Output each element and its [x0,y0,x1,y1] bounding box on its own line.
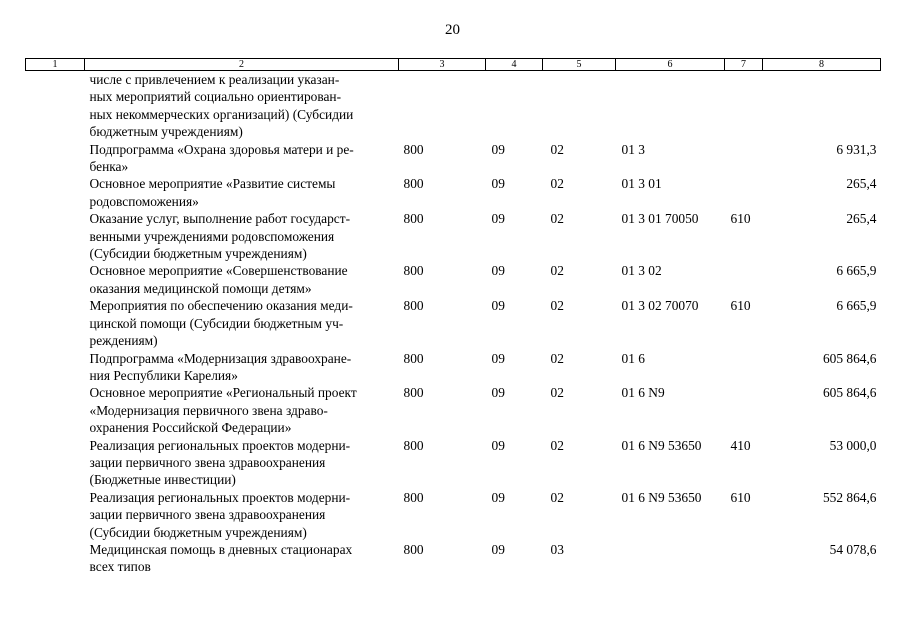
cell-expense-type [725,175,763,210]
cell-target-article [616,71,725,141]
cell-amount: 552 864,6 [822,489,877,505]
table-body [26,71,881,576]
cell-name: Медицинская помощь в дневных стационарах всех типов [89,541,353,575]
table-row [26,297,881,349]
cell-name: Подпрограмма «Модернизация здравоохране- ния Республики Карелия» [89,350,352,383]
cell-subsection: 02 [550,263,564,279]
table-row [26,175,881,210]
cell-ministry: 800 [403,489,424,505]
budget-table [25,58,881,576]
cell-amount: 605 864,6 [822,385,877,401]
cell-target-article: 01 3 02 70070 [621,298,699,314]
cell-target-article: 01 3 02 [621,263,662,279]
table-row [26,262,881,297]
cell-name: числе с привлечением к реализации указан- ных мероприятий социально ориентирован- ных некоммерческих организаций) (Субсидии бюджетным учреждениям) [89,72,354,140]
table-row [26,437,881,489]
cell-expense-type: 610 [730,298,751,314]
cell-target-article: 01 3 01 70050 [621,211,699,227]
cell-amount: 605 864,6 [822,350,877,366]
cell-ministry: 800 [403,385,424,401]
cell-ministry [399,71,486,141]
cell-amount: 6 931,3 [836,141,877,157]
table-row [26,541,881,576]
cell-section: 09 [491,350,505,366]
cell-index [26,210,85,262]
cell-expense-type: 410 [730,437,751,453]
cell-ministry: 800 [403,298,424,314]
cell-expense-type [725,141,763,176]
cell-section: 09 [491,141,505,157]
cell-target-article [616,541,725,576]
column-header-row [26,59,881,71]
cell-amount: 53 000,0 [829,437,877,453]
cell-index [26,71,85,141]
column-header: 1 [26,59,85,71]
column-header: 3 [399,59,486,71]
cell-name: Основное мероприятие «Региональный проект «Модернизация первичного звена здраво- охранения Российской Федерации» [89,385,357,436]
cell-section: 09 [491,489,505,505]
cell-amount: 6 665,9 [836,298,877,314]
column-header: 8 [763,59,881,71]
cell-ministry: 800 [403,350,424,366]
table-row [26,350,881,385]
cell-section: 09 [491,176,505,192]
cell-section: 09 [491,385,505,401]
cell-ministry: 800 [403,141,424,157]
table-row [26,71,881,141]
table-row [26,141,881,176]
cell-target-article: 01 6 N9 53650 [621,489,702,505]
cell-index [26,489,85,541]
cell-ministry: 800 [403,211,424,227]
cell-amount: 265,4 [846,211,877,227]
cell-subsection: 02 [550,385,564,401]
cell-section: 09 [491,263,505,279]
table-row [26,384,881,436]
cell-section: 09 [491,437,505,453]
cell-expense-type [725,262,763,297]
cell-index [26,384,85,436]
cell-amount: 6 665,9 [836,263,877,279]
cell-subsection: 02 [550,298,564,314]
cell-target-article: 01 6 N9 [621,385,665,401]
cell-index [26,175,85,210]
cell-expense-type [725,384,763,436]
page-number: 20 [445,22,460,38]
cell-subsection [543,71,616,141]
cell-index [26,437,85,489]
cell-amount [763,71,881,141]
cell-name: Основное мероприятие «Развитие системы родовспоможения» [89,176,336,209]
cell-expense-type [725,71,763,141]
cell-expense-type [725,541,763,576]
cell-index [26,297,85,349]
cell-amount: 265,4 [846,176,877,192]
table-row [26,489,881,541]
cell-name: Подпрограмма «Охрана здоровья матери и ре- бенка» [89,141,354,175]
cell-subsection: 02 [550,141,564,157]
cell-section: 09 [491,298,505,314]
cell-index [26,541,85,576]
cell-expense-type: 610 [730,211,751,227]
column-header: 4 [486,59,543,71]
cell-section [486,71,543,141]
cell-subsection: 02 [550,437,564,453]
cell-ministry: 800 [403,541,424,557]
cell-target-article: 01 3 01 [621,176,662,192]
cell-target-article: 01 6 N9 53650 [621,437,702,453]
cell-target-article: 01 3 [621,141,645,157]
table-row [26,210,881,262]
cell-amount: 54 078,6 [829,541,877,557]
cell-subsection: 02 [550,489,564,505]
cell-index [26,262,85,297]
cell-subsection: 02 [550,176,564,192]
cell-expense-type [725,350,763,385]
cell-subsection: 02 [550,350,564,366]
cell-name: Реализация региональных проектов модерни- зации первичного звена здравоохранения (Субсидии бюджетным учреждениям) [89,489,351,540]
column-header: 5 [543,59,616,71]
cell-ministry: 800 [403,437,424,453]
cell-name: Основное мероприятие «Совершенствование оказания медицинской помощи детям» [89,263,348,296]
cell-subsection: 02 [550,211,564,227]
cell-target-article: 01 6 [621,350,645,366]
cell-name: Реализация региональных проектов модерни- зации первичного звена здравоохранения (Бюджетные инвестиции) [89,437,351,488]
cell-name: Оказание услуг, выполнение работ государст- венными учреждениями родовспоможения (Субсидии бюджетным учреждениям) [89,211,351,262]
cell-index [26,350,85,385]
column-header: 2 [85,59,399,71]
cell-expense-type: 610 [730,489,751,505]
cell-ministry: 800 [403,176,424,192]
column-header: 7 [725,59,763,71]
cell-ministry: 800 [403,263,424,279]
cell-index [26,141,85,176]
cell-subsection: 03 [550,541,564,557]
column-header: 6 [616,59,725,71]
cell-name: Мероприятия по обеспечению оказания меди- цинской помощи (Субсидии бюджетным уч- реждениям) [89,298,353,349]
cell-section: 09 [491,541,505,557]
cell-section: 09 [491,211,505,227]
